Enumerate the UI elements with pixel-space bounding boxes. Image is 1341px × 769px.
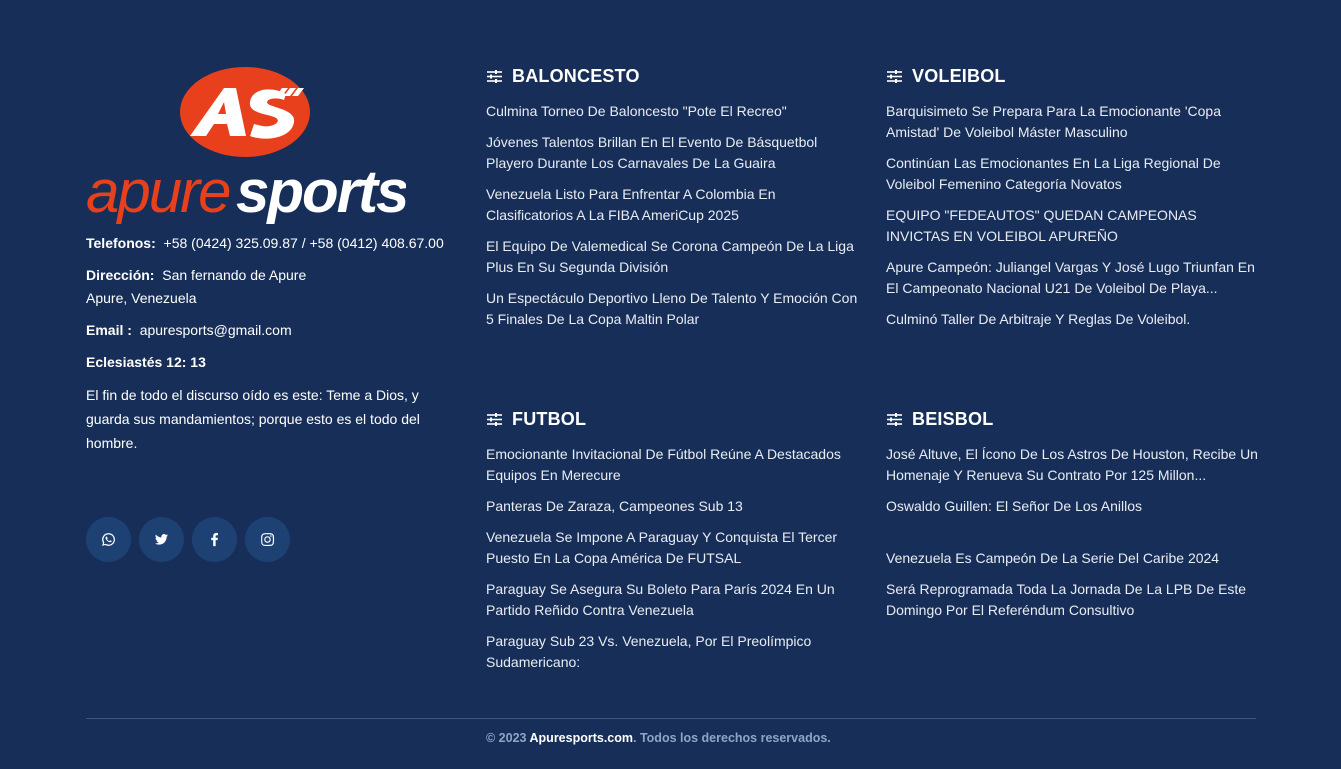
column-header [886,408,1258,430]
news-link[interactable]: Apure Campeón: Juliangel Vargas Y José Lugo Triunfan En El Campeonato Nacional U21 De Voleibol De Playa... [886,259,1255,296]
sliders-icon [486,412,503,427]
column-header [886,65,1258,87]
address-label: Dirección: [86,267,155,283]
news-link[interactable]: Oswaldo Guillen: El Señor De Los Anillos [886,498,1143,514]
logo-text-apure: apure [86,158,230,224]
email-label: Email : [86,322,132,338]
copyright-prefix: © 2023 [486,731,527,745]
phone-value: +58 (0424) 325.09.87 / +58 (0412) 408.67.00 [163,235,444,251]
facebook-icon [207,532,222,547]
news-link[interactable]: Emocionante Invitacional De Fútbol Reúne A Destacados Equipos En Merecure [486,446,841,483]
news-list [486,101,858,330]
whatsapp-icon [101,532,116,547]
verse-text: El fin de todo el discurso oído es este: Teme a Dios, y guarda sus mandamientos; porque esto es el todo del hombre. [86,387,420,451]
news-list [886,101,1258,330]
twitter-button[interactable] [139,517,184,562]
logo-text-sports: sports [236,158,406,224]
column-beisbol [886,408,1258,631]
sliders-icon [486,69,503,84]
news-link[interactable]: Paraguay Se Asegura Su Boleto Para París 2024 En Un Partido Reñido Contra Venezuela [486,581,835,618]
email-row [86,319,446,342]
news-link[interactable]: Será Reprogramada Toda La Jornada De La LPB De Este Domingo Por El Referéndum Consultivo [886,581,1247,618]
news-link[interactable]: Culmina Torneo De Baloncesto "Pote El Recreo" [486,103,787,119]
column-header [486,408,858,430]
whatsapp-button[interactable] [86,517,131,562]
news-link[interactable]: Venezuela Se Impone A Paraguay Y Conquista El Tercer Puesto En La Copa América De FUTSAL [486,529,838,566]
column-title: BALONCESTO [512,65,640,86]
column-header [486,65,858,87]
verse-title: Eclesiastés 12: 13 [86,354,206,370]
twitter-icon [154,532,169,547]
site-name-link[interactable]: Apuresports.com [529,731,634,745]
address-line2: Apure, Venezuela [86,290,197,306]
sliders-icon [886,69,903,84]
news-link[interactable]: EQUIPO "FEDEAUTOS" QUEDAN CAMPEONAS INVICTAS EN VOLEIBOL APUREÑO [886,207,1197,244]
apuresports-logo[interactable] [86,66,406,224]
news-link[interactable]: Culminó Taller De Arbitraje Y Reglas De Voleibol. [886,311,1191,327]
facebook-button[interactable] [192,517,237,562]
social-links [86,517,290,562]
news-link[interactable]: Paraguay Sub 23 Vs. Venezuela, Por El Preolímpico Sudamericano: [486,633,812,670]
news-link[interactable]: Continúan Las Emocionantes En La Liga Regional De Voleibol Femenino Categoría Novatos [886,155,1221,192]
column-baloncesto [486,65,858,340]
sliders-icon [886,412,903,427]
email-value[interactable]: apuresports@gmail.com [139,322,292,338]
news-list [486,444,858,673]
news-link[interactable]: Barquisimeto Se Prepara Para La Emocionante 'Copa Amistad' De Voleibol Máster Masculino [886,103,1221,140]
news-link[interactable]: Venezuela Listo Para Enfrentar A Colombia En Clasificatorios A La FIBA AmeriCup 2025 [486,186,776,223]
news-list [886,444,1258,621]
news-link[interactable]: José Altuve, El Ícono De Los Astros De Houston, Recibe Un Homenaje Y Renueva Su Contrato Por 125 Millon... [886,446,1258,483]
column-title: VOLEIBOL [912,65,1006,86]
news-link[interactable]: Jóvenes Talentos Brillan En El Evento De Básquetbol Playero Durante Los Carnavales De La Guaira [486,134,818,171]
phone-row [86,232,446,255]
news-link[interactable]: Panteras De Zaraza, Campeones Sub 13 [486,498,743,514]
instagram-icon [260,532,275,547]
news-link[interactable]: Venezuela Es Campeón De La Serie Del Caribe 2024 [886,550,1220,566]
column-title: BEISBOL [912,408,994,429]
column-voleibol [886,65,1258,340]
footer-divider [86,718,1256,719]
address-line1: San fernando de Apure [162,267,307,283]
column-futbol [486,408,858,683]
copyright-suffix: . Todos los derechos reservados. [633,731,831,745]
news-link[interactable]: El Equipo De Valemedical Se Corona Campeón De La Liga Plus En Su Segunda División [486,238,854,275]
instagram-button[interactable] [245,517,290,562]
column-title: FUTBOL [512,408,587,429]
news-link[interactable]: Un Espectáculo Deportivo Lleno De Talento Y Emoción Con 5 Finales De La Copa Maltin Polar [486,290,858,327]
address-row [86,264,446,310]
contact-info [86,232,446,455]
copyright [486,731,831,745]
phone-label: Telefonos: [86,235,156,251]
